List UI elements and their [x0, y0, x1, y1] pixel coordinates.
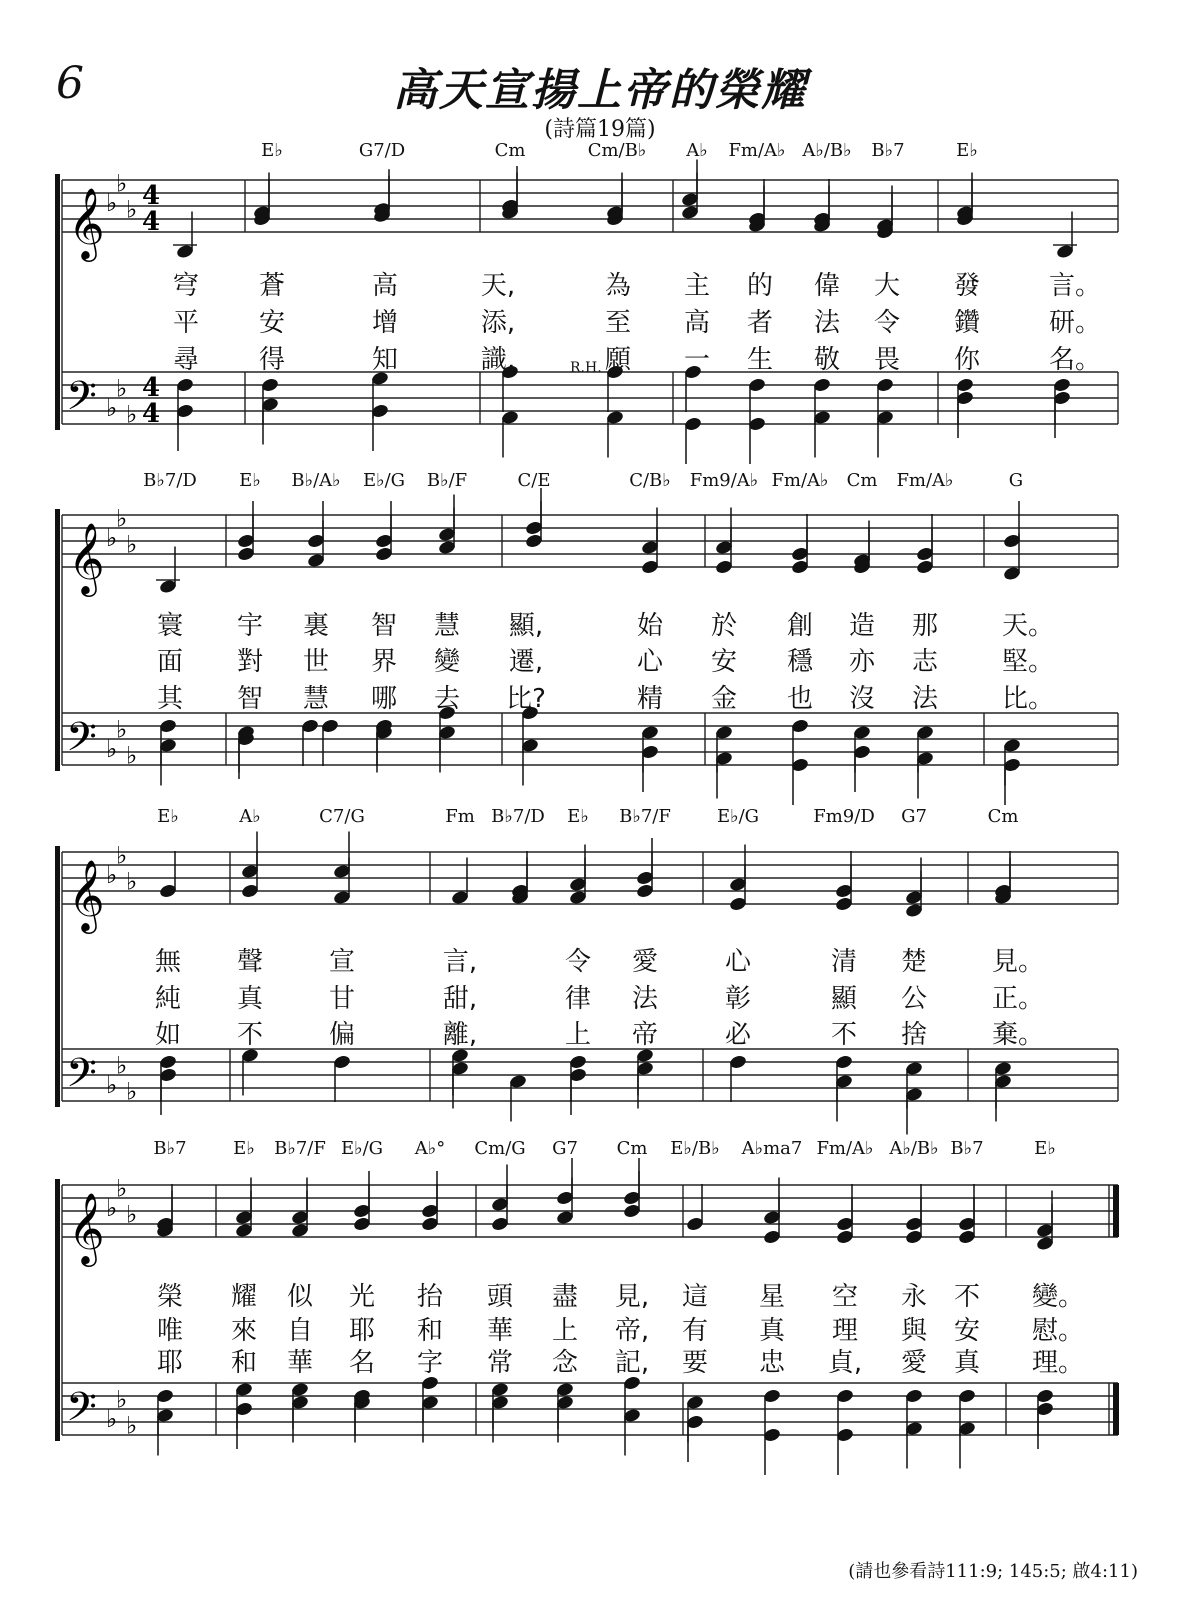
lyric-verse-3: 華 — [286, 1348, 314, 1378]
lyric-verse-1: 見。 — [991, 947, 1045, 977]
lyric-verse-1: 變。 — [1031, 1282, 1085, 1312]
lyric-verse-2: 唯 — [156, 1316, 184, 1346]
lyric-verse-1: 始 — [636, 611, 664, 641]
chord-symbol: Cm — [846, 470, 878, 491]
lyric-verse-1: 言。 — [1048, 271, 1102, 301]
lyric-verse-2: 安 — [953, 1316, 981, 1346]
lyric-verse-1: 盡 — [551, 1282, 579, 1312]
lyric-verse-2: 與 — [900, 1316, 928, 1346]
chord-symbol: Fm/A♭ — [771, 470, 829, 491]
lyric-verse-2: 真 — [236, 984, 264, 1014]
lyric-verse-3: 不 — [830, 1020, 858, 1050]
flat-icon: ♭ — [116, 169, 128, 198]
lyric-verse-2: 公 — [900, 984, 928, 1014]
chord-symbol: C/B♭ — [629, 470, 671, 491]
flat-icon: ♭ — [126, 195, 138, 224]
chord-symbol: A♭/B♭ — [889, 1138, 939, 1159]
lyric-verse-2: 和 — [416, 1316, 444, 1346]
chord-symbol: Fm/A♭ — [816, 1138, 874, 1159]
lyric-verse-2: 世 — [302, 647, 330, 677]
flat-icon: ♭ — [116, 504, 128, 533]
chord-symbol: E♭ — [261, 140, 283, 161]
lyric-verse-1: 蒼 — [258, 271, 286, 301]
lyric-verse-1: 這 — [681, 1282, 709, 1312]
time-signature: 4 — [142, 373, 161, 403]
lyric-verse-2: 華 — [486, 1316, 514, 1346]
chord-symbol: B♭7 — [950, 1138, 984, 1159]
lyric-verse-3: 哪 — [370, 684, 398, 714]
lyric-verse-3: 你 — [953, 345, 981, 375]
lyric-verse-3: 耶 — [156, 1348, 184, 1378]
lyric-verse-3: 法 — [911, 684, 939, 714]
lyric-verse-2: 純 — [154, 984, 182, 1014]
lyric-verse-2: 甜, — [442, 984, 478, 1014]
lyric-verse-2: 甘 — [328, 984, 356, 1014]
treble-clef-icon: 𝄞 — [68, 858, 105, 931]
time-signature: 4 — [142, 399, 161, 429]
chord-symbol: E♭/G — [340, 1138, 384, 1159]
chord-symbol: G7 — [552, 1138, 578, 1159]
lyric-verse-1: 天。 — [1001, 611, 1055, 641]
lyric-verse-2: 遷, — [508, 647, 544, 677]
lyric-verse-2: 律 — [564, 984, 592, 1014]
lyric-verse-3: 忠 — [758, 1348, 786, 1378]
lyric-verse-3: 畏 — [873, 345, 901, 375]
lyric-verse-1: 不 — [953, 1282, 981, 1312]
lyric-verse-1: 光 — [348, 1282, 376, 1312]
lyric-verse-2: 面 — [156, 647, 184, 677]
lyric-verse-3: 得 — [258, 345, 286, 375]
flat-icon: ♭ — [116, 1174, 128, 1203]
lyric-verse-1: 的 — [746, 271, 774, 301]
lyric-verse-1: 似 — [286, 1282, 314, 1312]
lyric-verse-2: 正。 — [991, 984, 1045, 1014]
flat-icon: ♭ — [126, 1200, 138, 1229]
chord-symbol: E♭ — [157, 806, 179, 827]
treble-clef-icon: 𝄞 — [68, 521, 105, 594]
chord-symbol: C/E — [517, 470, 551, 491]
lyric-verse-1: 見, — [614, 1282, 650, 1312]
lyric-verse-3: 比。 — [1001, 684, 1055, 714]
treble-clef-icon: 𝄞 — [68, 186, 105, 259]
lyric-verse-1: 智 — [370, 611, 398, 641]
lyric-verse-1: 寰 — [156, 611, 184, 641]
chord-symbol: C7/G — [319, 806, 365, 827]
lyric-verse-3: 字 — [416, 1348, 444, 1378]
lyric-verse-3: 沒 — [848, 684, 876, 714]
lyric-verse-2: 增 — [371, 308, 399, 338]
lyric-verse-2: 界 — [370, 647, 398, 677]
lyric-verse-3: 尋 — [172, 345, 200, 375]
system-bracket — [55, 1179, 60, 1441]
bass-clef-icon: 𝄢 — [66, 1384, 97, 1440]
lyric-verse-1: 宇 — [236, 611, 264, 641]
lyric-verse-1: 天, — [480, 271, 516, 301]
chord-symbol: E♭ — [233, 1138, 255, 1159]
bass-clef-icon: 𝄢 — [66, 373, 97, 429]
bass-clef-icon: 𝄢 — [66, 714, 97, 770]
lyric-verse-2: 鑽 — [953, 308, 981, 338]
footer-reference: (請也參看詩111:9; 145:5; 啟4:11) — [848, 1561, 1138, 1582]
chord-symbol: B♭7/D — [143, 470, 197, 491]
lyric-verse-2: 添, — [480, 308, 516, 338]
lyric-verse-3: 愛 — [900, 1348, 928, 1378]
lyric-verse-1: 宣 — [328, 947, 356, 977]
lyric-verse-1: 偉 — [813, 271, 841, 301]
lyric-verse-1: 楚 — [900, 947, 928, 977]
lyric-verse-3: 棄。 — [991, 1020, 1045, 1050]
flat-icon: ♭ — [106, 1194, 118, 1222]
lyric-verse-2: 對 — [236, 647, 264, 677]
hymn-subtitle: (詩篇19篇) — [544, 117, 656, 142]
lyric-verse-2: 帝, — [614, 1316, 650, 1346]
chord-symbol: B♭7 — [153, 1138, 187, 1159]
lyric-verse-2: 者 — [746, 308, 774, 338]
flat-icon: ♭ — [116, 374, 128, 403]
lyric-verse-2: 來 — [230, 1316, 258, 1346]
lyric-verse-3: 念 — [551, 1348, 579, 1378]
lyric-verse-3: 金 — [710, 684, 738, 714]
lyric-verse-3: 慧 — [302, 684, 330, 714]
lyric-verse-2: 有 — [681, 1316, 709, 1346]
lyric-verse-2: 安 — [710, 647, 738, 677]
time-signature: 4 — [142, 181, 161, 211]
lyric-verse-2: 自 — [286, 1316, 314, 1346]
lyric-verse-3: 必 — [724, 1020, 752, 1050]
chord-symbol: B♭/A♭ — [291, 470, 341, 491]
lyric-verse-1: 創 — [786, 611, 814, 641]
bass-clef-icon: 𝄢 — [66, 1050, 97, 1106]
lyric-verse-1: 無 — [154, 947, 182, 977]
flat-icon: ♭ — [126, 530, 138, 559]
chord-symbol: A♭ma7 — [741, 1138, 803, 1159]
lyric-verse-3: 其 — [156, 684, 184, 714]
lyric-verse-1: 裏 — [302, 611, 330, 641]
lyric-verse-2: 法 — [631, 984, 659, 1014]
lyric-verse-3: 理。 — [1031, 1348, 1085, 1378]
chord-symbol: G7 — [901, 806, 927, 827]
lyric-verse-1: 榮 — [156, 1282, 184, 1312]
flat-icon: ♭ — [126, 1077, 138, 1106]
chord-symbol: A♭/B♭ — [802, 140, 852, 161]
lyric-verse-3: 貞, — [827, 1348, 863, 1378]
lyric-verse-3: 捨 — [900, 1020, 928, 1050]
lyric-verse-3: 願 — [604, 345, 632, 375]
lyric-verse-3: 敬 — [813, 345, 841, 375]
hymn-number: 6 — [56, 58, 84, 109]
lyric-verse-2: 真 — [758, 1316, 786, 1346]
chord-symbol: Fm9/D — [813, 806, 875, 827]
flat-icon: ♭ — [126, 1411, 138, 1440]
lyric-verse-1: 清 — [830, 947, 858, 977]
chord-symbol: G — [1008, 470, 1024, 491]
lyric-verse-1: 發 — [953, 271, 981, 301]
lyric-verse-3: 去 — [433, 684, 461, 714]
chord-symbol: Cm/B♭ — [587, 140, 647, 161]
lyric-verse-3: 帝 — [631, 1020, 659, 1050]
chord-symbol: Cm — [987, 806, 1019, 827]
lyric-verse-3: 如 — [154, 1020, 182, 1050]
lyric-verse-2: 彰 — [724, 984, 752, 1014]
lyric-verse-2: 穩 — [786, 647, 814, 677]
lyric-verse-1: 大 — [873, 271, 901, 301]
flat-icon: ♭ — [106, 394, 118, 422]
treble-clef-icon: 𝄞 — [68, 1191, 105, 1264]
lyric-verse-3: 常 — [486, 1348, 514, 1378]
lyric-verse-1: 主 — [683, 271, 711, 301]
flat-icon: ♭ — [116, 841, 128, 870]
hymn-title: 高天宣揚上帝的榮耀 — [393, 65, 807, 116]
chord-symbol: B♭/F — [426, 470, 468, 491]
lyric-verse-2: 高 — [683, 308, 711, 338]
lyric-verse-1: 慧 — [433, 611, 461, 641]
chord-symbol: Fm/A♭ — [728, 140, 786, 161]
chord-symbol: E♭ — [956, 140, 978, 161]
lyric-verse-2: 心 — [636, 647, 664, 677]
chord-symbol: B♭7/F — [274, 1138, 326, 1159]
flat-icon: ♭ — [106, 735, 118, 763]
lyric-verse-1: 星 — [758, 1282, 786, 1312]
chord-symbol: E♭ — [567, 806, 589, 827]
chord-symbol: A♭° — [414, 1138, 446, 1159]
chord-symbol: E♭/B♭ — [670, 1138, 720, 1159]
lyric-verse-1: 穹 — [172, 271, 200, 301]
chord-symbol: Fm/A♭ — [896, 470, 954, 491]
performance-annotation: R.H. — [570, 360, 602, 376]
chord-symbol: B♭7 — [871, 140, 905, 161]
lyric-verse-3: 偏 — [328, 1020, 356, 1050]
chord-symbol: Cm — [494, 140, 526, 161]
lyric-verse-1: 高 — [371, 271, 399, 301]
flat-icon: ♭ — [106, 1405, 118, 1433]
lyric-verse-2: 慰。 — [1031, 1316, 1085, 1346]
lyric-verse-3: 也 — [786, 684, 814, 714]
lyric-verse-1: 言, — [442, 947, 478, 977]
lyric-verse-1: 聲 — [236, 947, 264, 977]
lyric-verse-3: 名。 — [1048, 345, 1102, 375]
lyric-verse-3: 名 — [348, 1348, 376, 1378]
lyric-verse-2: 堅。 — [1001, 647, 1055, 677]
flat-icon: ♭ — [106, 189, 118, 217]
chord-symbol: E♭/G — [716, 806, 760, 827]
lyric-verse-1: 永 — [900, 1282, 928, 1312]
chord-symbol: Cm/G — [474, 1138, 526, 1159]
final-barline — [1113, 1383, 1119, 1435]
lyric-verse-3: 精 — [636, 684, 664, 714]
lyric-verse-2: 法 — [813, 308, 841, 338]
lyric-verse-3: 離, — [442, 1020, 478, 1050]
chord-symbol: E♭ — [239, 470, 261, 491]
lyric-verse-1: 空 — [831, 1282, 859, 1312]
flat-icon: ♭ — [116, 1385, 128, 1414]
flat-icon: ♭ — [106, 861, 118, 889]
lyric-verse-1: 令 — [564, 947, 592, 977]
flat-icon: ♭ — [116, 1051, 128, 1080]
chord-symbol: A♭ — [686, 140, 708, 161]
lyric-verse-3: 和 — [230, 1348, 258, 1378]
lyric-verse-1: 抬 — [416, 1282, 444, 1312]
lyric-verse-3: 不 — [236, 1020, 264, 1050]
chord-symbol: G7/D — [358, 140, 406, 161]
lyric-verse-1: 愛 — [631, 947, 659, 977]
lyric-verse-1: 耀 — [230, 1282, 258, 1312]
lyric-verse-2: 研。 — [1048, 308, 1102, 338]
lyric-verse-2: 上 — [551, 1316, 579, 1346]
time-signature: 4 — [142, 207, 161, 237]
lyric-verse-3: 生 — [746, 345, 774, 375]
lyric-verse-2: 理 — [831, 1316, 859, 1346]
lyric-verse-1: 那 — [911, 611, 939, 641]
lyric-verse-2: 志 — [911, 647, 939, 677]
lyric-verse-3: 比? — [506, 684, 546, 714]
lyric-verse-2: 令 — [873, 308, 901, 338]
chord-symbol: B♭7/F — [619, 806, 671, 827]
lyric-verse-3: 識, — [480, 345, 516, 375]
lyric-verse-1: 造 — [848, 611, 876, 641]
flat-icon: ♭ — [116, 715, 128, 744]
chord-symbol: Cm — [616, 1138, 648, 1159]
lyric-verse-2: 安 — [258, 308, 286, 338]
lyric-verse-2: 亦 — [848, 647, 876, 677]
lyric-verse-3: 要 — [681, 1348, 709, 1378]
flat-icon: ♭ — [126, 741, 138, 770]
lyric-verse-1: 於 — [710, 611, 738, 641]
flat-icon: ♭ — [106, 524, 118, 552]
flat-icon: ♭ — [126, 867, 138, 896]
lyric-verse-2: 顯 — [830, 984, 858, 1014]
lyric-verse-3: 知 — [371, 345, 399, 375]
lyric-verse-3: 記, — [614, 1348, 650, 1378]
chord-symbol: B♭7/D — [491, 806, 545, 827]
lyric-verse-1: 顯, — [508, 611, 544, 641]
chord-symbol: Fm9/A♭ — [689, 470, 759, 491]
chord-symbol: Fm — [445, 806, 475, 827]
lyric-verse-1: 頭 — [486, 1282, 514, 1312]
flat-icon: ♭ — [106, 1071, 118, 1099]
lyric-verse-3: 上 — [564, 1020, 592, 1050]
final-barline — [1113, 1185, 1119, 1237]
lyric-verse-2: 平 — [172, 308, 200, 338]
lyric-verse-1: 心 — [724, 947, 752, 977]
flat-icon: ♭ — [126, 400, 138, 429]
chord-symbol: E♭ — [1034, 1138, 1056, 1159]
lyric-verse-3: 一 — [683, 345, 711, 375]
lyric-verse-1: 為 — [604, 271, 632, 301]
lyric-verse-3: 真 — [953, 1348, 981, 1378]
chord-symbol: A♭ — [239, 806, 261, 827]
lyric-verse-3: 智 — [236, 684, 264, 714]
lyric-verse-2: 變 — [433, 647, 461, 677]
lyric-verse-2: 耶 — [348, 1316, 376, 1346]
chord-symbol: E♭/G — [362, 470, 406, 491]
lyric-verse-2: 至 — [604, 308, 632, 338]
